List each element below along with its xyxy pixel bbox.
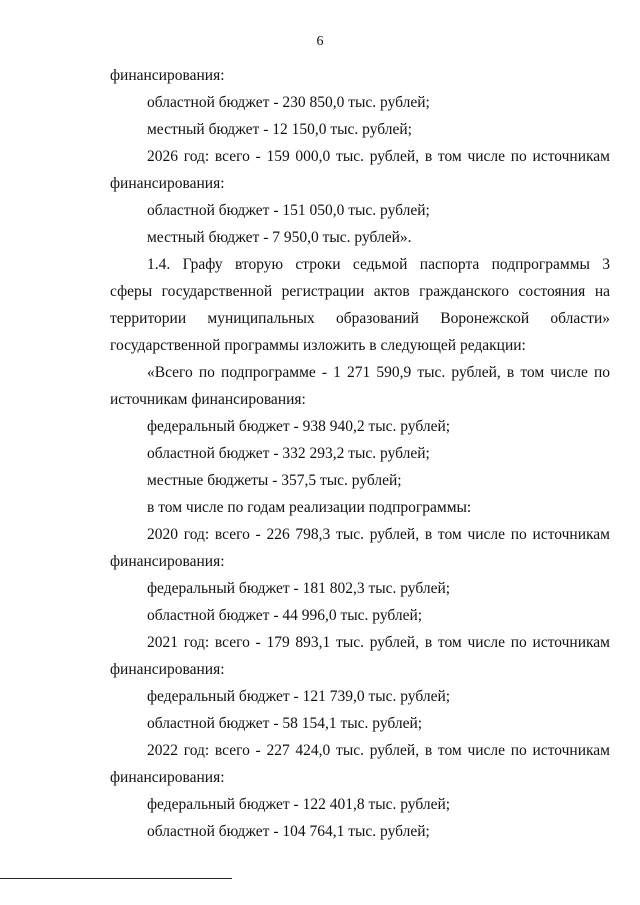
text-line: областной бюджет - 230 850,0 тыс. рублей; (147, 94, 430, 111)
text-line: «Всего по подпрограмме - 1 271 590,9 тыс. рублей, в том числе по (147, 364, 610, 381)
footer-rule (0, 878, 232, 879)
text-line: областной бюджет - 44 996,0 тыс. рублей; (147, 607, 423, 624)
text-line: местный бюджет - 12 150,0 тыс. рублей; (147, 121, 412, 138)
text-line: областной бюджет - 58 154,1 тыс. рублей; (147, 715, 423, 732)
text-line: федеральный бюджет - 122 401,8 тыс. рублей; (147, 796, 451, 813)
text-line: 2026 год: всего - 159 000,0 тыс. рублей, в том числе по источникам (147, 148, 610, 165)
text-line: областной бюджет - 151 050,0 тыс. рублей; (147, 202, 430, 219)
text-line: государственной программы изложить в следующей редакции: (110, 337, 526, 354)
page-number: 6 (316, 34, 324, 49)
text-line: 2020 год: всего - 226 798,3 тыс. рублей, в том числе по источникам (147, 526, 610, 543)
text-line: 2021 год: всего - 179 893,1 тыс. рублей, в том числе по источникам (147, 634, 610, 651)
text-line: 2022 год: всего - 227 424,0 тыс. рублей, в том числе по источникам (147, 742, 610, 759)
text-line: финансирования: (110, 67, 225, 84)
text-line: местные бюджеты - 357,5 тыс. рублей; (147, 472, 402, 489)
document-body (110, 62, 610, 845)
text-line: сферы государственной регистрации актов гражданского состояния на (110, 283, 610, 300)
text-line: финансирования: (110, 175, 225, 192)
text-line: федеральный бюджет - 181 802,3 тыс. рублей; (147, 580, 451, 597)
text-line: в том числе по годам реализации подпрограммы: (147, 499, 472, 516)
text-line: финансирования: (110, 553, 225, 570)
text-line: федеральный бюджет - 121 739,0 тыс. рублей; (147, 688, 451, 705)
text-line: 1.4. Графу вторую строки седьмой паспорта подпрограммы 3 (147, 256, 610, 273)
text-line: территории муниципальных образований Воронежской области» (110, 310, 610, 327)
text-line: местный бюджет - 7 950,0 тыс. рублей». (147, 229, 412, 246)
text-line: финансирования: (110, 661, 225, 678)
text-line: областной бюджет - 104 764,1 тыс. рублей; (147, 823, 430, 840)
text-line: федеральный бюджет - 938 940,2 тыс. рублей; (147, 418, 451, 435)
text-line: источникам финансирования: (110, 391, 306, 408)
text-line: областной бюджет - 332 293,2 тыс. рублей; (147, 445, 430, 462)
text-line: финансирования: (110, 769, 225, 786)
